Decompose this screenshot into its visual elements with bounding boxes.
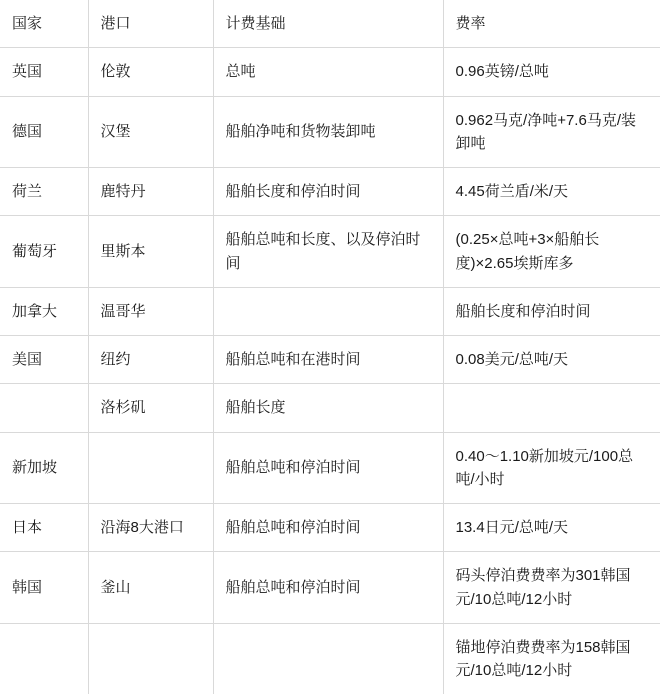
cell-port (88, 623, 213, 694)
column-header-basis: 计费基础 (213, 0, 443, 48)
table-row (0, 287, 660, 335)
table-row (0, 48, 660, 96)
cell-country: 日本 (0, 504, 88, 552)
cell-rate: 0.962马克/净吨+7.6马克/装卸吨 (443, 96, 660, 168)
table-row (0, 96, 660, 168)
cell-country: 德国 (0, 96, 88, 168)
table-row (0, 432, 660, 504)
table-row (0, 216, 660, 288)
cell-basis: 船舶总吨和在港时间 (213, 336, 443, 384)
cell-port: 伦敦 (88, 48, 213, 96)
cell-port: 洛杉矶 (88, 384, 213, 432)
cell-country (0, 384, 88, 432)
cell-basis (213, 287, 443, 335)
table-row (0, 168, 660, 216)
cell-rate (443, 384, 660, 432)
cell-country: 新加坡 (0, 432, 88, 504)
cell-port: 沿海8大港口 (88, 504, 213, 552)
cell-port: 纽约 (88, 336, 213, 384)
cell-basis: 船舶总吨和停泊时间 (213, 432, 443, 504)
cell-rate: 锚地停泊费费率为158韩国元/10总吨/12小时 (443, 623, 660, 694)
cell-rate: 13.4日元/总吨/天 (443, 504, 660, 552)
table-row (0, 552, 660, 624)
cell-basis (213, 623, 443, 694)
cell-basis: 船舶长度 (213, 384, 443, 432)
cell-port: 里斯本 (88, 216, 213, 288)
cell-rate: (0.25×总吨+3×船舶长度)×2.65埃斯库多 (443, 216, 660, 288)
column-header-rate: 费率 (443, 0, 660, 48)
cell-rate: 船舶长度和停泊时间 (443, 287, 660, 335)
cell-rate: 0.08美元/总吨/天 (443, 336, 660, 384)
cell-basis: 船舶长度和停泊时间 (213, 168, 443, 216)
table-row (0, 336, 660, 384)
cell-port: 鹿特丹 (88, 168, 213, 216)
cell-basis: 船舶总吨和停泊时间 (213, 504, 443, 552)
cell-rate: 4.45荷兰盾/米/天 (443, 168, 660, 216)
cell-port (88, 432, 213, 504)
cell-country: 韩国 (0, 552, 88, 624)
cell-basis: 船舶总吨和停泊时间 (213, 552, 443, 624)
cell-port: 釜山 (88, 552, 213, 624)
table-row (0, 623, 660, 694)
cell-country (0, 623, 88, 694)
cell-country: 葡萄牙 (0, 216, 88, 288)
table-row (0, 504, 660, 552)
cell-basis: 船舶总吨和长度、以及停泊时间 (213, 216, 443, 288)
cell-port: 温哥华 (88, 287, 213, 335)
cell-country: 美国 (0, 336, 88, 384)
cell-rate: 0.40～1.10新加坡元/100总吨/小时 (443, 432, 660, 504)
table-header-row (0, 0, 660, 48)
column-header-port: 港口 (88, 0, 213, 48)
cell-country: 加拿大 (0, 287, 88, 335)
table-row (0, 384, 660, 432)
cell-port: 汉堡 (88, 96, 213, 168)
cell-country: 荷兰 (0, 168, 88, 216)
cell-rate: 0.96英镑/总吨 (443, 48, 660, 96)
cell-basis: 船舶净吨和货物装卸吨 (213, 96, 443, 168)
cell-basis: 总吨 (213, 48, 443, 96)
cell-rate: 码头停泊费费率为301韩国元/10总吨/12小时 (443, 552, 660, 624)
column-header-country: 国家 (0, 0, 88, 48)
cell-country: 英国 (0, 48, 88, 96)
